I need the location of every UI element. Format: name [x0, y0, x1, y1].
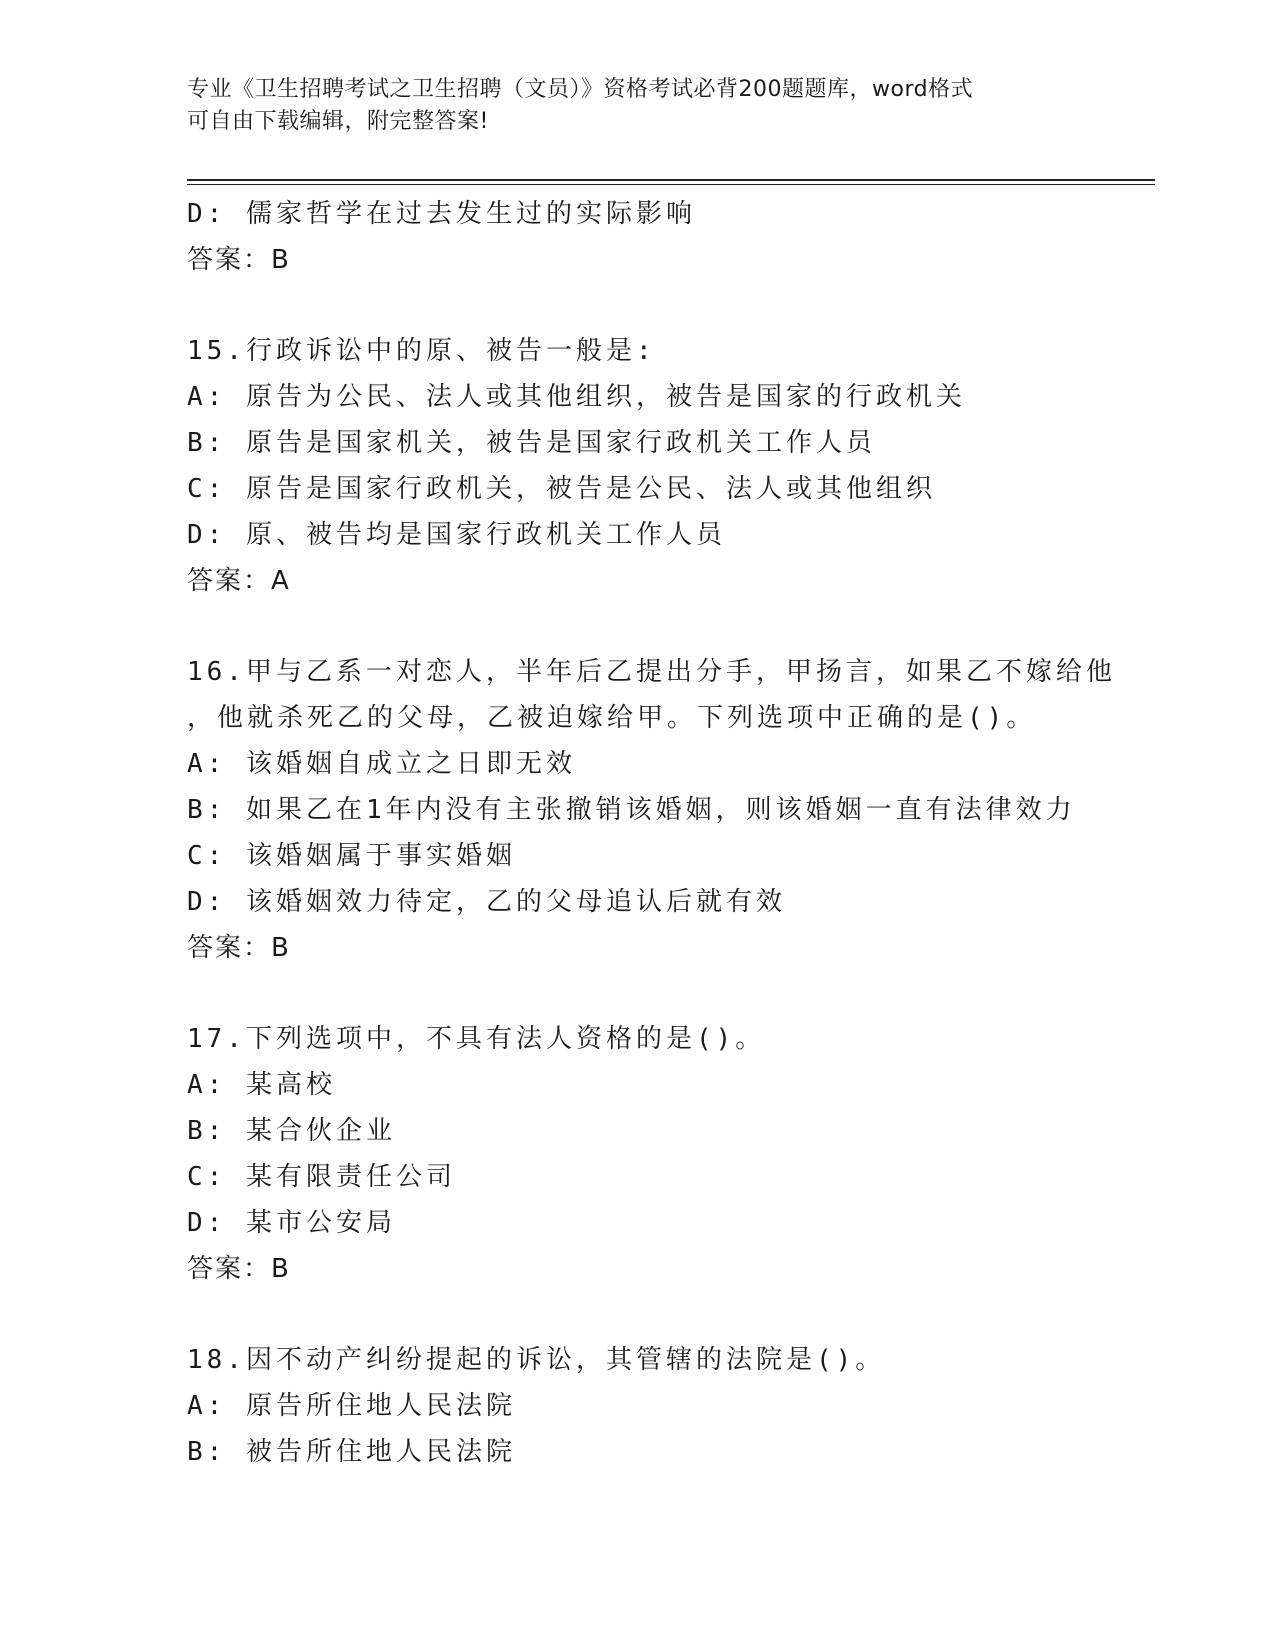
option-d: D: 原、被告均是国家行政机关工作人员: [187, 520, 726, 550]
question-stem: 15.行政诉讼中的原、被告一般是:: [187, 336, 656, 366]
answer-line: 答案：B: [187, 933, 291, 963]
option-d: D: 儒家哲学在过去发生过的实际影响: [187, 199, 696, 229]
question-block-17: [187, 1016, 1087, 1292]
option-c: C: 某有限责任公司: [187, 1162, 456, 1192]
answer-line: 答案：B: [187, 245, 291, 275]
header-line-2: 可自由下载编辑，附完整答案!: [187, 109, 489, 134]
option-b: B: 原告是国家机关，被告是国家行政机关工作人员: [187, 428, 876, 458]
header-divider: [187, 179, 1155, 185]
option-d: D: 某市公安局: [187, 1208, 396, 1238]
option-a: A: 该婚姻自成立之日即无效: [187, 749, 576, 779]
answer-line: 答案：B: [187, 1254, 291, 1284]
question-block-16: [187, 649, 1116, 971]
question-block-18: [187, 1337, 1087, 1475]
option-b: B: 如果乙在1年内没有主张撤销该婚姻，则该婚姻一直有法律效力: [187, 795, 1076, 825]
question-stem-continued: ，他就杀死乙的父母，乙被迫嫁给甲。下列选项中正确的是()。: [187, 703, 1037, 733]
answer-line: 答案：A: [187, 566, 291, 596]
question-block-15: [187, 328, 1087, 604]
option-b: B: 某合伙企业: [187, 1116, 396, 1146]
document-body: [187, 191, 1116, 1475]
option-c: C: 该婚姻属于事实婚姻: [187, 841, 516, 871]
option-b: B: 被告所住地人民法院: [187, 1437, 516, 1467]
page-header: [187, 74, 1087, 138]
question-block-14-tail: [187, 191, 1087, 283]
question-stem: 18.因不动产纠纷提起的诉讼，其管辖的法院是()。: [187, 1345, 886, 1375]
option-a: A: 原告所住地人民法院: [187, 1391, 516, 1421]
question-stem: 16.甲与乙系一对恋人，半年后乙提出分手，甲扬言，如果乙不嫁给他: [187, 657, 1116, 687]
option-d: D: 该婚姻效力待定，乙的父母追认后就有效: [187, 887, 786, 917]
header-line-1: 专业《卫生招聘考试之卫生招聘（文员）》资格考试必背200题题库，word格式: [187, 77, 974, 102]
option-c: C: 原告是国家行政机关，被告是公民、法人或其他组织: [187, 474, 936, 504]
option-a: A: 原告为公民、法人或其他组织，被告是国家的行政机关: [187, 382, 966, 412]
question-stem: 17.下列选项中，不具有法人资格的是()。: [187, 1024, 766, 1054]
option-a: A: 某高校: [187, 1070, 336, 1100]
